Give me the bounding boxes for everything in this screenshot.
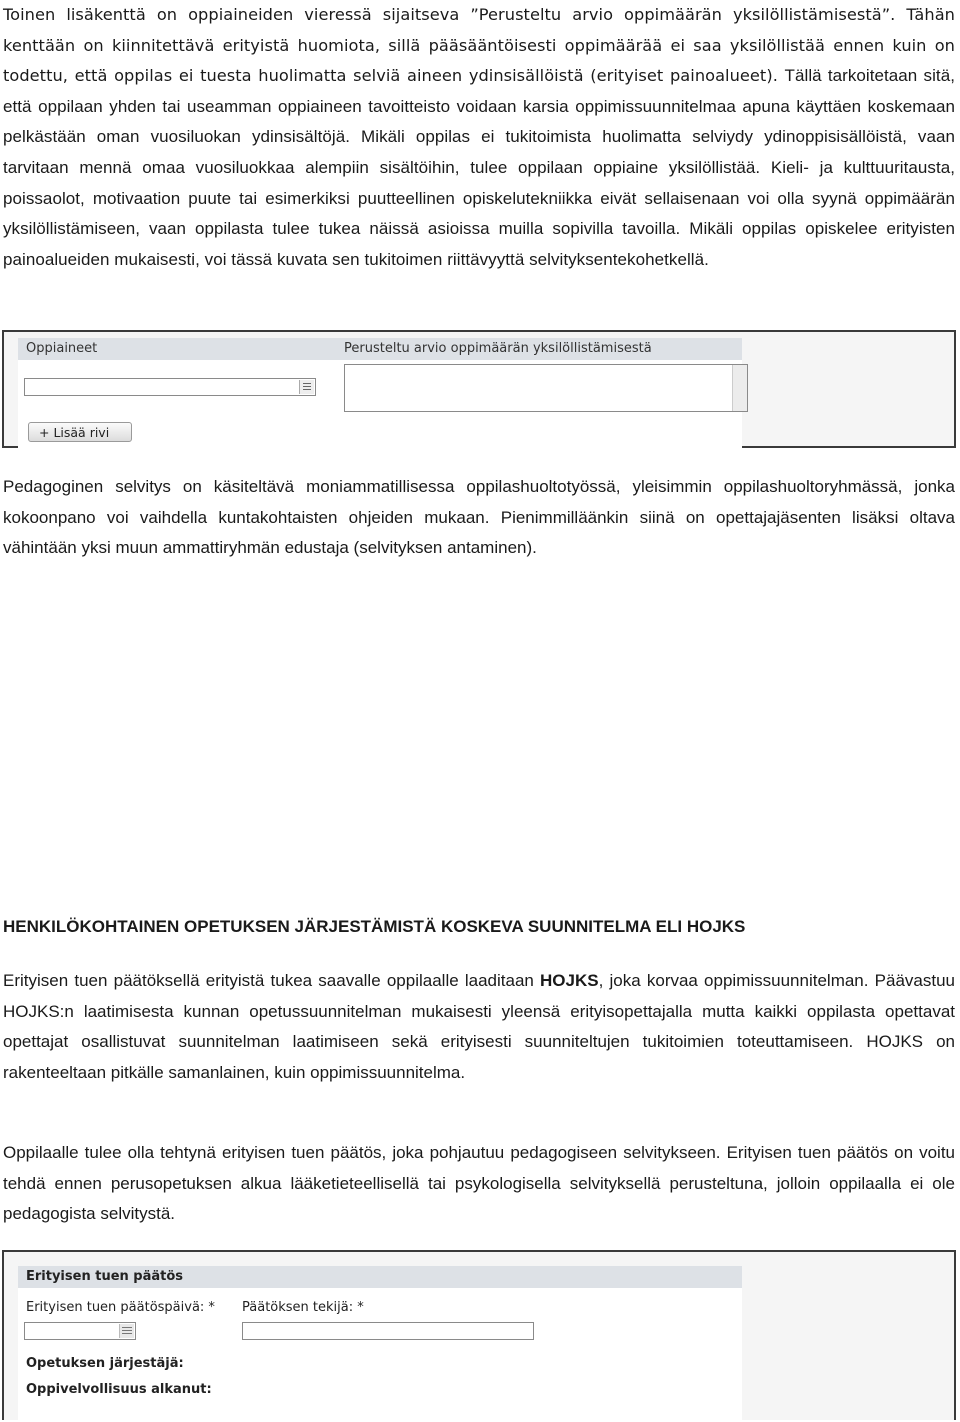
paragraph-special-support-decision: Oppilaalle tulee olla tehtynä erityisen tuen päätös, joka pohjautuu pedagogiseen selvitykseen. Erityisen tuen päätös on voitu tehdä ennen perusopetuksen alkua lääketieteellisellä tai psykologisella selvityksellä perusteltuna, jolloin oppilaalla ei ole pedagogista selvitystä. <box>3 1143 955 1224</box>
compulsory-education-start-label: Oppivelvollisuus alkanut: <box>26 1382 212 1397</box>
textarea-scrollbar[interactable] <box>732 365 747 411</box>
decision-date-label: Erityisen tuen päätöspäivä: * <box>26 1300 215 1315</box>
add-row-button[interactable] <box>28 422 132 442</box>
decision-maker-label: Päätöksen tekijä: * <box>242 1300 364 1315</box>
subject-select[interactable] <box>24 378 316 396</box>
paragraph-hojks-text-b: , joka korvaa oppimissuunnitelman. Päävastuu HOJKS:n laatimisesta kunnan opetussuunnitelman mukaisesti yleensä erityisopettajalla mutta kaikki oppilasta opettavat opettajat osallistuvat suunnitelman laatimiseen sekä erityisesti suunniteltujen tukitoimien toteuttamiseen. HOJKS on rakenteeltaan pitkälle samanlainen, kuin oppimissuunnitelma. <box>3 971 955 1082</box>
hojks-term: HOJKS <box>540 971 599 990</box>
section-heading-hojks: HENKILÖKOHTAINEN OPETUKSEN JÄRJESTÄMISTÄ KOSKEVA SUUNNITELMA ELI HOJKS <box>3 917 746 936</box>
panel-header <box>18 1266 742 1288</box>
paragraph-intro-continued: Tällä tarkoitetaan sitä, että oppilaan yhden tai useamman oppiaineen tavoitteisto voidaan karsia oppimissuunnitelmaa apuna käyttäen koskemaan pelkästään oman vuosiluokan ydinsisältöjä. Mikäli oppilas ei tukitoimista huolimatta selviydy ydinoppisisällöistä, vaan tarvitaan mennä omaa vuosiluokkaa alempiin sisältöihin, tulee oppilaan oppiaine yksilöllistää. Kieli- ja kulttuuritausta, poissaolot, motivaation puute tai esimerkiksi puutteellinen opiskelutekniikka eivät sellaisenaan voi olla syynä oppimäärän yksilöllistämiseen, vaan oppilasta tulee tukea näissä asioissa muilla sopivilla tavoilla. Mikäli oppilas opiskelee erityisten painoalueiden mukaisesti, voi tässä kuvata sen tukitoimen riittävyyttä selvityksentekohetkellä. <box>3 66 955 269</box>
calendar-icon[interactable] <box>119 1324 134 1338</box>
column-header-assessment: Perusteltu arvio oppimäärän yksilöllistämisestä <box>344 341 652 356</box>
paragraph-hojks <box>3 966 955 1088</box>
panel-row <box>18 360 742 448</box>
subjects-assessment-panel <box>2 330 956 448</box>
paragraph-intro-text: Toinen lisäkenttä on oppiaineiden vieressä sijaitseva ”Perusteltu arvio oppimäärän yksilöllistämisestä”. Tähän kenttään on kiinnitettävä erityistä huomiota, sillä pääsääntöisesti oppimäärää ei saa yksilöllistää ennen kuin on todettu, että oppilas ei tuesta huolimatta selviä aineen ydinsisällöistä (erityiset painoalueet). <box>3 5 955 86</box>
education-provider-label: Opetuksen järjestäjä: <box>26 1356 184 1371</box>
paragraph-intro <box>3 0 955 275</box>
paragraph-hojks-text-a: Erityisen tuen päätöksellä erityistä tukea saavalle oppilaalle laaditaan <box>3 971 541 990</box>
special-support-decision-panel <box>2 1250 956 1420</box>
paragraph-pedagogical-review: Pedagoginen selvitys on käsiteltävä moniammatillisessa oppilashuoltotyössä, yleisimmin oppilashuoltoryhmässä, jonka kokoonpano voi vaihdella kuntakohtaisten ohjeiden mukaan. Pienimmilläänkin siinä on opettajajäsenten lisäksi oltava vähintään yksi muun ammattiryhmän edustaja (selvityksen antaminen). <box>3 477 955 558</box>
list-icon[interactable] <box>299 380 314 394</box>
section-title: Erityisen tuen päätös <box>26 1269 184 1284</box>
panel-header <box>18 338 742 360</box>
add-row-label: + Lisää rivi <box>39 425 110 440</box>
panel-body <box>18 1288 742 1422</box>
decision-date-input[interactable] <box>24 1322 136 1340</box>
decision-maker-input[interactable] <box>242 1322 534 1340</box>
column-header-subjects: Oppiaineet <box>26 341 98 356</box>
assessment-textarea[interactable] <box>344 364 748 412</box>
